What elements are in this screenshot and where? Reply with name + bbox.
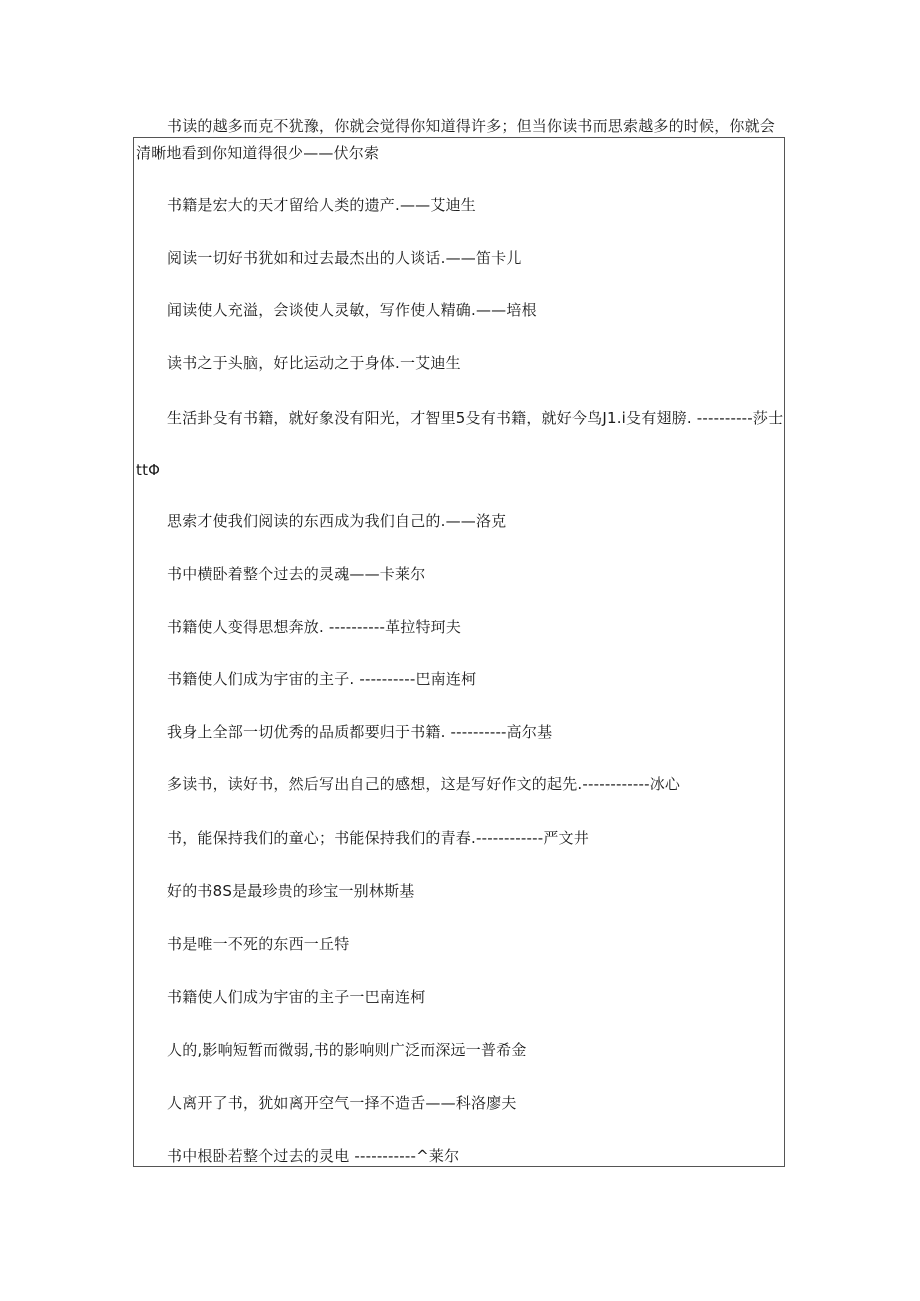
quote-line: 阅读一切好书犹如和过去最杰出的人谈话.——笛卡儿 [167,249,522,267]
quote-line: 读书之于头脑，好比运动之于身体.一艾迪生 [167,354,461,372]
quote-line: 书是唯一不死的东西一丘特 [167,935,350,953]
quote-line: 人的,影响短暂而微弱,书的影响则广泛而深远一普希金 [167,1041,527,1059]
quote-line: 闻读使人充溢，会谈使人灵敏，写作使人精确.——培根 [167,301,537,319]
quote-line: 好的书8S是最珍贵的珍宝一别林斯基 [167,882,415,900]
quote-line: 书中根卧若整个过去的灵电 -----------^莱尔 [167,1147,460,1165]
quote-line: 书籍使人们成为宇宙的主子. ----------巴南连柯 [167,670,477,688]
quote-line: 思索才使我们阅读的东西成为我们自己的.——洛克 [167,512,507,530]
quote-line: 书籍使人变得思想奔放. ----------革拉特珂夫 [167,618,462,636]
quote-line: 多读书，读好书，然后写出自己的感想，这是写好作文的起先.------------冰心 [167,775,681,793]
quote-line: 人离开了书，犹如离开空气一择不造舌——科洛廖夫 [167,1094,517,1112]
quote-line: 书中横卧着整个过去的灵魂——卡莱尔 [167,565,426,583]
opening-line-2: 清晰地看到你知道得很少——伏尔索 [136,144,380,162]
quote-line: 我身上全部一切优秀的品质都要归于书籍. ----------高尔基 [167,723,553,741]
quote-line: 书籍使人们成为宇宙的主子一巴南连柯 [167,988,426,1006]
quote-line-continued: ttΦ [136,461,161,479]
quote-frame [133,137,785,1167]
quote-line: 生活卦殳有书籍，就好象没有阳光，才智里5殳有书籍，就好今鸟J1.i殳有翅膀. ----------莎士 [167,409,784,427]
quote-line: 书籍是宏大的天才留给人类的遗产.——艾迪生 [167,196,476,214]
opening-line-1: 书读的越多而克不犹豫，你就会觉得你知道得许多；但当你读书而思索越多的时候，你就会 [167,117,776,135]
quote-line: 书，能保持我们的童心；书能保持我们的青春.------------严文井 [167,829,589,847]
